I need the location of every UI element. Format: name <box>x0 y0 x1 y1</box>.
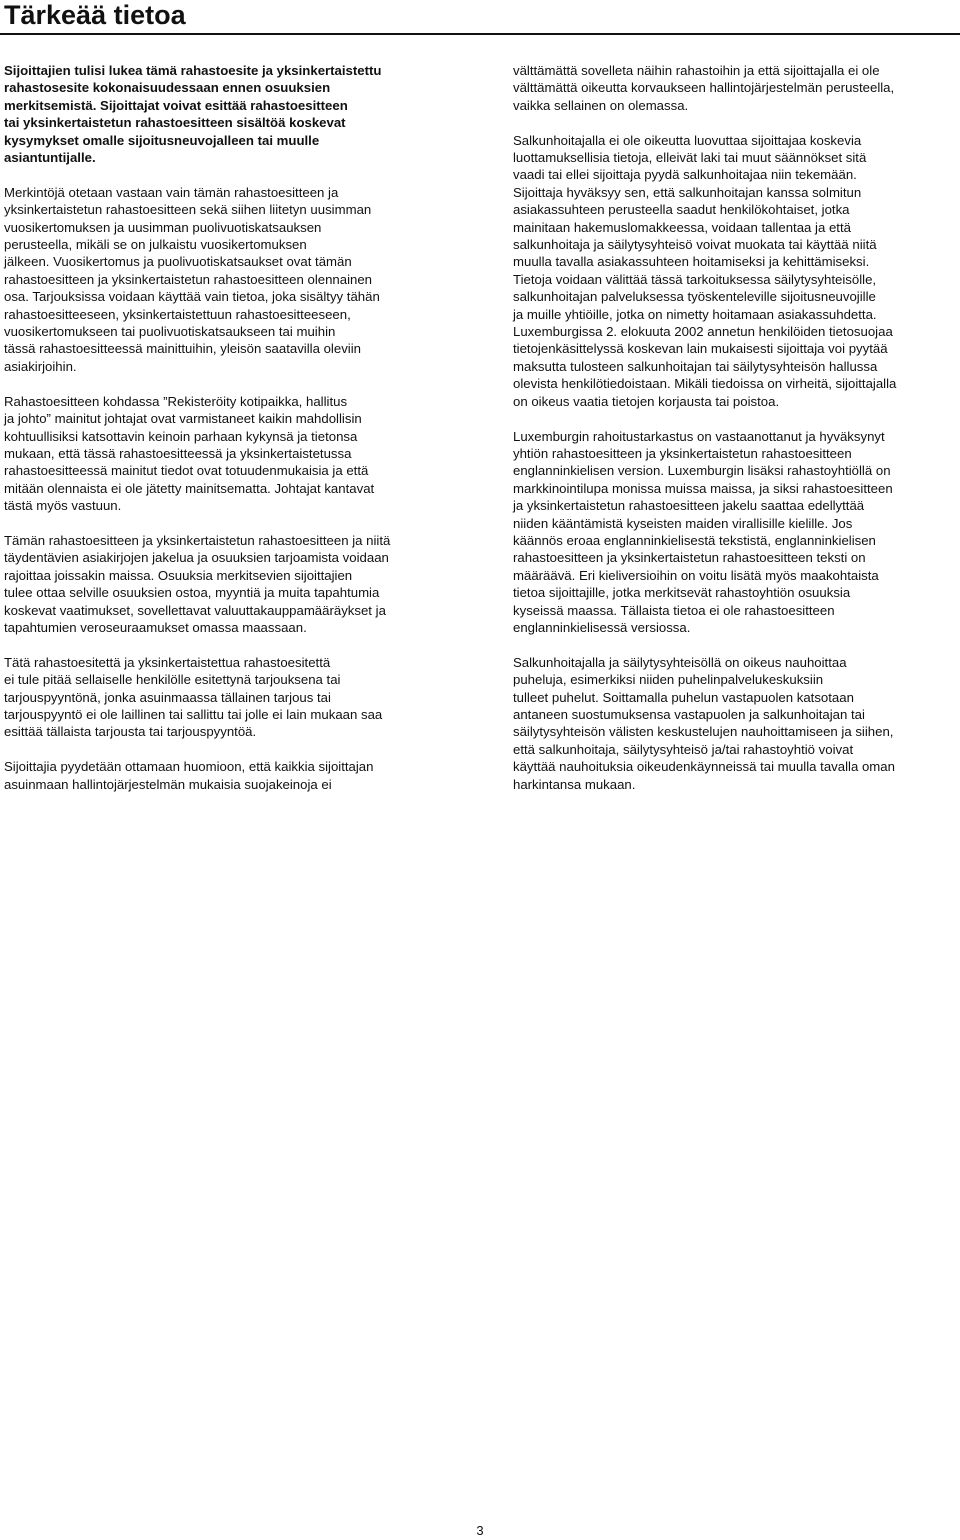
distribution-restrictions-paragraph: Tämän rahastoesitteen ja yksinkertaistetun rahastoesitteen ja niitä täydentävien asiakirjojen jakelua ja osuuksien tarjoamista voidaan rajoittaa joissakin maissa. Osuuksia merkitsevien sijoittajien tulee ottaa selville osuuksien ostoa, myyntiä ja muita tapahtumia koskevat vaatimukset, sovellettavat valuuttakauppamääräykset ja tapahtumien veroseuraamukset omassa maassaan. <box>4 532 391 635</box>
subscription-paragraph: Merkintöjä otetaan vastaan vain tämän rahastoesitteen ja yksinkertaistetun rahastoesitteen sekä siihen liitetyn uusimman vuosikertomuksen ja uusimman puolivuotiskatsauksen perusteella, mikäli se on julkaistu vuosikertomuksen jälkeen. Vuosikertomus ja puolivuotiskatsaukset ovat tämän rahastoesitteen ja yksinkertaistetun rahastoesitteen olennainen osa. Tarjouksissa voidaan käyttää vain tietoa, joka sisältyy tähän rahastoesitteeseen, yksinkertaistettuun rahastoesitteeseen, vuosikertomukseen tai puolivuotiskatsaukseen tai muihin tässä rahastoesitteessä mainittuihin, yleisön saatavilla oleviin asiakirjoihin. <box>4 184 380 374</box>
left-column <box>4 62 452 793</box>
investor-protection-paragraph: Sijoittajia pyydetään ottamaan huomioon, että kaikkia sijoittajan asuinmaan hallintojärjestelmän mukaisia suojakeinoja ei <box>4 759 374 792</box>
no-offer-paragraph: Tätä rahastoesitettä ja yksinkertaistettua rahastoesitettä ei tule pitää sellaiselle henkilölle esitettynä tarjouksena tai tarjouspyyntönä, jonka asuinmaassa tällainen tarjous tai tarjouspyyntö ei ole laillinen tai sallittu tai jolle ei lain mukaan saa esittää tällaista tarjousta tai tarjouspyyntöä. <box>4 654 383 740</box>
page-title: Tärkeää tietoa <box>4 0 186 30</box>
investor-protection-continued-paragraph: välttämättä sovelleta näihin rahastoihin ja että sijoittajalla ei ole välttämättä oikeutta korvaukseen hallintojärjestelmän perusteella, vaikka sellainen on olemassa. <box>513 63 895 113</box>
regulatory-approval-paragraph: Luxemburgin rahoitustarkastus on vastaanottanut ja hyväksynyt yhtiön rahastoesitteen ja yksinkertaistetun rahastoesitteen englanninkielisen version. Luxemburgin lisäksi rahastoyhtiöllä on markkinointilupa monissa muissa maissa, ja siksi rahastoesitteen ja yksinkertaistetun rahastoesitteen jakelu saattaa edellyttää niiden kääntämistä kyseisten maiden virallisille kielille. Jos käännös eroaa englanninkielisestä tekstistä, englanninkielisen rahastoesitteen ja yksinkertaistetun rahastoesitteen teksti on määräävä. Eri kieliversioihin on voitu lisätä myös maakohtaista tietoa sijoittajille, jotka merkitsevät rahastoyhtiön osuuksia kyseissä maassa. Tällaista tietoa ei ole rahastoesitteen englanninkielisessä versiossa. <box>513 428 893 635</box>
page-number: 3 <box>476 1523 484 1538</box>
title-divider <box>0 33 960 35</box>
intro-paragraph: Sijoittajien tulisi lukea tämä rahastoesite ja yksinkertaistettu rahastosesite kokonaisuudessaan ennen osuuksien merkitsemistä. Sijoittajat voivat esittää rahastoesitteen tai yksinkertaistetun rahastoesitteen sisältöä koskevat kysymykset omalle sijoitusneuvojalleen tai muulle asiantuntijalle. <box>4 63 382 166</box>
right-column <box>513 62 960 793</box>
call-recording-paragraph: Salkunhoitajalla ja säilytysyhteisöllä on oikeus nauhoittaa puheluja, esimerkiksi niiden puhelinpalvelukeskuksiin tulleet puhelut. Soittamalla puhelun vastapuolen katsotaan antaneen suostumuksensa vastapuolen ja salkunhoitajan tai säilytysyhteisön välisten keskustelujen nauhoittamiseen ja siihen, että salkunhoitaja, säilytysyhteisö ja/tai rahastoyhtiö voivat käyttää nauhoituksia oikeudenkäynneissä tai muulla tavalla oman harkintansa mukaan. <box>513 654 895 792</box>
directors-responsibility-paragraph: Rahastoesitteen kohdassa ”Rekisteröity kotipaikka, hallitus ja johto” mainitut johtajat ovat varmistaneet kaikin mahdollisin kohtuullisiksi katsottavin keinoin parhaan kykynsä ja tietonsa mukaan, että tässä rahastoesitteessä ja yksinkertaistetussa rahastoesitteessä mainitut tiedot ovat totuudenmukaisia ja että mitään olennaista ei ole jätetty mainitsematta. Johtajat kantavat tästä myös vastuun. <box>4 393 375 514</box>
data-privacy-paragraph: Salkunhoitajalla ei ole oikeutta luovuttaa sijoittajaa koskevia luottamuksellisia tietoja, elleivät laki tai muut säännökset sitä vaadi tai ellei sijoittaja pyydä salkunhoitajaa niin tekemään. Sijoittaja hyväksyy sen, että salkunhoitajan kanssa solmitun asiakassuhteen perusteella saadut henkilökohtaiset, jotka mainitaan hakemuslomakkeessa, voidaan tallentaa ja että salkunhoitaja ja säilytysyhteisö voivat muokata tai käyttää niitä muulla tavalla asiakassuhteen hoitamiseksi ja kehittämiseksi. Tietoja voidaan välittää tässä tarkoituksessa säilytysyhteisölle, salkunhoitajan palveluksessa työskenteleville sijoitusneuvojille ja muille yhtiöille, jotka on nimetty hoitamaan asiakassuhdetta. Luxemburgissa 2. elokuuta 2002 annetun henkilöiden tietosuojaa tietojenkäsittelyssä koskevan lain mukaisesti sijoittaja voi pyytää maksutta tulosteen salkunhoitajan tai säilytysyhteisön hallussa olevista henkilötiedoistaan. Mikäli tiedoissa on virheitä, sijoittajalla on oikeus vaatia tietojen korjausta tai poistoa. <box>513 132 897 409</box>
